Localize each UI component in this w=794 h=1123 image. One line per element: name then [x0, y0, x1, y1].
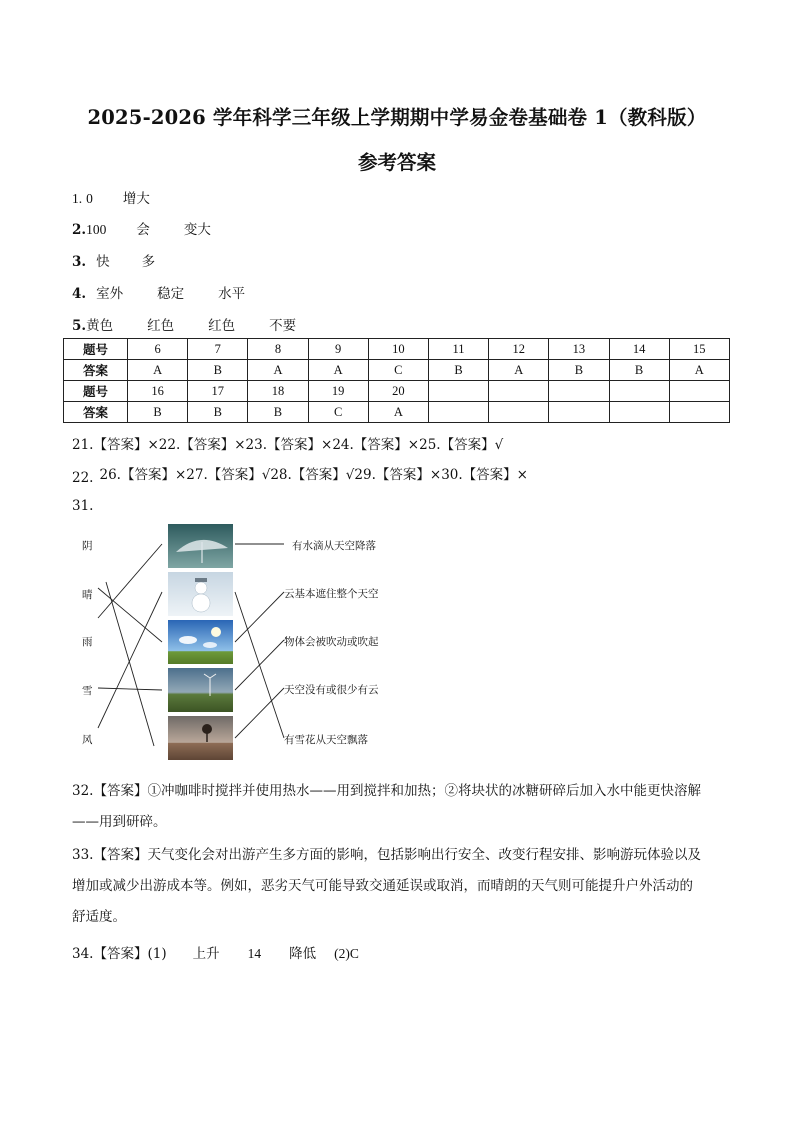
- table-cell: 18: [248, 381, 308, 402]
- line22-text: 26.【答案】×27.【答案】√28.【答案】√29.【答案】×30.【答案】×: [99, 467, 528, 483]
- table-cell: A: [368, 402, 428, 423]
- q5-number: 5.: [72, 318, 87, 334]
- q34-prefix: 34.【答案】(1): [72, 946, 167, 962]
- table-cell: B: [248, 402, 308, 423]
- table-cell: [609, 381, 669, 402]
- q4-answer-b: 稳定: [157, 286, 185, 302]
- weather-matching-figure: [70, 518, 380, 768]
- table-cell: 9: [308, 339, 368, 360]
- q32-line-1: 32.【答案】①冲咖啡时搅拌并使用热水——用到搅拌和加热；②将块状的冰糖研碎后加入水中能更快溶解: [72, 783, 701, 799]
- table-cell: [428, 402, 488, 423]
- table-header-label: 题号: [64, 339, 128, 360]
- table-cell: 15: [669, 339, 729, 360]
- right-label-sunny-desc: 天空没有或很少有云: [284, 684, 379, 696]
- document-title: 2025-2026 学年科学三年级上学期期中学易金卷基础卷 1（教科版）: [87, 106, 707, 129]
- table-cell: A: [669, 360, 729, 381]
- table-cell: 17: [188, 381, 248, 402]
- table-cell: B: [128, 402, 188, 423]
- q2-number: 2.: [72, 222, 87, 238]
- table-row: [64, 360, 730, 381]
- q5-answer-a: 黄色: [86, 318, 114, 334]
- q34-answer-d: (2)C: [334, 946, 359, 961]
- answer-line-4: [72, 282, 245, 302]
- wind-turbine-image: [168, 668, 233, 712]
- line22-number: 22.: [72, 470, 94, 486]
- table-row: [64, 381, 730, 402]
- answer-line-1: [72, 187, 150, 207]
- table-cell: A: [248, 360, 308, 381]
- table-row: [64, 402, 730, 423]
- table-header-label: 题号: [64, 381, 128, 402]
- q33-line-1: 33.【答案】天气变化会对出游产生多方面的影响，包括影响出行安全、改变行程安排、影响游玩体验以及: [72, 847, 701, 863]
- q2-answer-a: 100: [86, 222, 107, 237]
- left-label-sunny: 晴: [82, 589, 93, 601]
- table-cell: 10: [368, 339, 428, 360]
- table-cell: B: [609, 360, 669, 381]
- answer-line-2: [72, 218, 211, 238]
- table-cell: 20: [368, 381, 428, 402]
- table-cell: 14: [609, 339, 669, 360]
- q31-number: 31.: [72, 498, 94, 514]
- snowman-image: [168, 572, 233, 616]
- table-cell: 8: [248, 339, 308, 360]
- q4-answer-a: 室外: [96, 286, 124, 302]
- q3-number: 3.: [72, 254, 87, 270]
- answer-paragraph-32: [72, 776, 732, 838]
- table-cell: B: [188, 360, 248, 381]
- q33-line-2: 增加或减少出游成本等。例如，恶劣天气可能导致交通延误或取消，而晴朗的天气则可能提升户外活动的: [72, 878, 693, 894]
- table-cell: [609, 402, 669, 423]
- q1-number: 1.: [72, 191, 83, 206]
- q34-answer-c: 降低: [289, 946, 317, 962]
- answer-table: [63, 338, 730, 423]
- table-cell: C: [368, 360, 428, 381]
- table-cell: C: [308, 402, 368, 423]
- right-label-wind-desc: 物体会被吹动或吹起: [284, 636, 379, 648]
- answer-line-21-25: 21.【答案】×22.【答案】×23.【答案】×24.【答案】×25.【答案】√: [72, 437, 504, 453]
- q4-answer-c: 水平: [218, 286, 246, 302]
- table-cell: 19: [308, 381, 368, 402]
- left-label-snow: 雪: [82, 685, 93, 697]
- answer-line-3: [72, 250, 155, 270]
- q3-answer-a: 快: [96, 254, 110, 270]
- table-cell: [489, 402, 549, 423]
- table-cell: 13: [549, 339, 609, 360]
- table-cell: [428, 381, 488, 402]
- table-cell: 6: [128, 339, 188, 360]
- table-cell: [549, 402, 609, 423]
- answer-line-34: [72, 942, 359, 962]
- q2-answer-c: 变大: [183, 222, 211, 238]
- table-cell: 12: [489, 339, 549, 360]
- right-label-snow-desc: 有雪花从天空飘落: [284, 734, 368, 746]
- left-label-overcast: 阴: [82, 540, 93, 552]
- table-cell: [669, 381, 729, 402]
- left-label-rain: 雨: [82, 636, 93, 648]
- table-cell: A: [128, 360, 188, 381]
- q1-answer-b: 增大: [122, 191, 150, 207]
- document-subtitle: 参考答案: [357, 151, 436, 174]
- table-cell: B: [549, 360, 609, 381]
- table-cell: [669, 402, 729, 423]
- table-cell: [549, 381, 609, 402]
- tree-wind-image: [168, 716, 233, 760]
- answer-line-26-30: [72, 466, 528, 486]
- q32-line-2: ——用到研碎。: [72, 814, 167, 830]
- right-label-overcast-desc: 云基本遮住整个天空: [284, 588, 379, 600]
- q5-answer-b: 红色: [147, 318, 175, 334]
- table-row: [64, 339, 730, 360]
- table-cell: 11: [428, 339, 488, 360]
- q33-line-3: 舒适度。: [72, 909, 126, 925]
- table-cell: [489, 381, 549, 402]
- answer-paragraph-33: [72, 840, 732, 933]
- q5-answer-c: 红色: [208, 318, 236, 334]
- left-matching-lines: [98, 544, 162, 746]
- q4-number: 4.: [72, 286, 87, 302]
- answer-line-5: [72, 314, 296, 334]
- table-cell: B: [188, 402, 248, 423]
- table-cell: A: [308, 360, 368, 381]
- rain-umbrella-image: [168, 524, 233, 568]
- table-cell: A: [489, 360, 549, 381]
- q2-answer-b: 会: [136, 222, 150, 238]
- table-cell: 16: [128, 381, 188, 402]
- q5-answer-d: 不要: [269, 318, 297, 334]
- table-cell: 7: [188, 339, 248, 360]
- table-answer-label: 答案: [64, 402, 128, 423]
- q3-answer-b: 多: [141, 254, 156, 270]
- table-cell: B: [428, 360, 488, 381]
- sunny-sky-image: [168, 620, 233, 664]
- right-label-rain-desc: 有水滴从天空降落: [292, 540, 376, 552]
- q34-answer-a: 上升: [192, 946, 220, 962]
- q1-answer-a: 0: [86, 191, 93, 206]
- left-label-wind: 风: [82, 734, 93, 746]
- table-answer-label: 答案: [64, 360, 128, 381]
- q34-answer-b: 14: [247, 946, 262, 961]
- right-matching-lines: [235, 544, 284, 738]
